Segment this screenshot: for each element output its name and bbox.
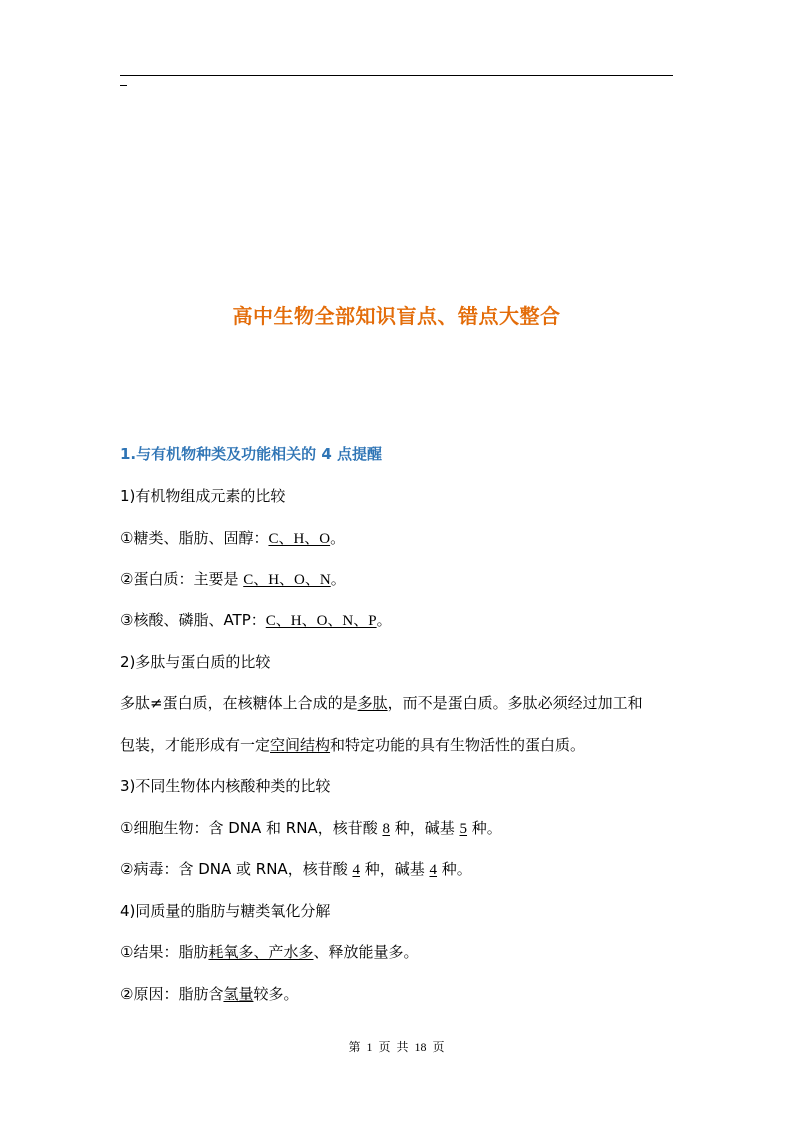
- item-suffix: 。: [376, 611, 392, 629]
- item-suffix: 。: [330, 570, 346, 588]
- answer-underlined: 耗氧多、产水多: [208, 943, 314, 961]
- section-heading: 1.与有机物种类及功能相关的 4 点提醒: [120, 445, 383, 463]
- text-span: ①细胞生物：含 DNA 和 RNA，核苷酸: [120, 819, 383, 837]
- text-span: 种，碱基: [389, 819, 460, 837]
- text-span: 较多。: [253, 985, 299, 1003]
- text-span: 、释放能量多。: [313, 943, 419, 961]
- item-prefix: ②蛋白质：主要是: [120, 570, 244, 588]
- text-span: ，而不是蛋白质。多肽必须经过加工和: [387, 694, 643, 712]
- text-span: 种。: [437, 860, 472, 878]
- header-mark: [120, 85, 127, 86]
- answer-underlined: 5: [459, 821, 468, 837]
- subheading-elements: 1)有机物组成元素的比较: [120, 487, 286, 505]
- subheading-oxidation: 4)同质量的脂肪与糖类氧化分解: [120, 902, 331, 920]
- item-prefix: ①糖类、脂肪、固醇：: [120, 529, 269, 547]
- text-span: ②原因：脂肪含: [120, 985, 224, 1003]
- footer-text: 页: [378, 1040, 391, 1054]
- footer-text: 共: [396, 1040, 409, 1054]
- answer-underlined: 多肽: [357, 694, 388, 712]
- answer-underlined: 4: [352, 862, 360, 878]
- answer-underlined: C、H、O、N、P: [265, 613, 377, 629]
- answer-underlined: 氢量: [223, 985, 254, 1003]
- item-suffix: 。: [330, 529, 346, 547]
- list-item-protein: [120, 568, 680, 591]
- header-rule: [120, 75, 673, 76]
- text-span: 多肽≠蛋白质，在核糖体上合成的是: [120, 694, 358, 712]
- text-span: 和特定功能的具有生物活性的蛋白质。: [330, 736, 586, 754]
- text-span: 种，碱基: [359, 860, 430, 878]
- subheading-peptide: 2)多肽与蛋白质的比较: [120, 653, 271, 671]
- footer-text: 页: [432, 1040, 445, 1054]
- list-item-virus: [120, 858, 680, 881]
- page-title: 高中生物全部知识盲点、错点大整合: [232, 304, 561, 328]
- page-footer: [0, 1039, 793, 1055]
- answer-underlined: C、H、O: [268, 531, 331, 547]
- answer-underlined: 8: [382, 821, 390, 837]
- text-span: 种。: [467, 819, 502, 837]
- answer-underlined: 4: [429, 862, 438, 878]
- answer-underlined: 空间结构: [270, 736, 331, 754]
- list-item-reason: [120, 983, 680, 1005]
- page-number: 1: [366, 1040, 373, 1054]
- page-total: 18: [414, 1040, 427, 1054]
- paragraph-line: [120, 734, 680, 756]
- text-span: 包装，才能形成有一定: [120, 736, 271, 754]
- footer-text: 第: [348, 1040, 361, 1054]
- item-prefix: ③核酸、磷脂、ATP：: [120, 611, 266, 629]
- text-span: ②病毒：含 DNA 或 RNA，核苷酸: [120, 860, 353, 878]
- subheading-nucleic: 3)不同生物体内核酸种类的比较: [120, 777, 331, 795]
- list-item-sugars: [120, 527, 680, 550]
- paragraph-line: [120, 692, 680, 714]
- answer-underlined: C、H、O、N: [243, 572, 331, 588]
- text-span: ①结果：脂肪: [120, 943, 209, 961]
- list-item-result: [120, 941, 680, 963]
- list-item-cellular: [120, 817, 680, 840]
- list-item-nucleic-acid: [120, 609, 680, 632]
